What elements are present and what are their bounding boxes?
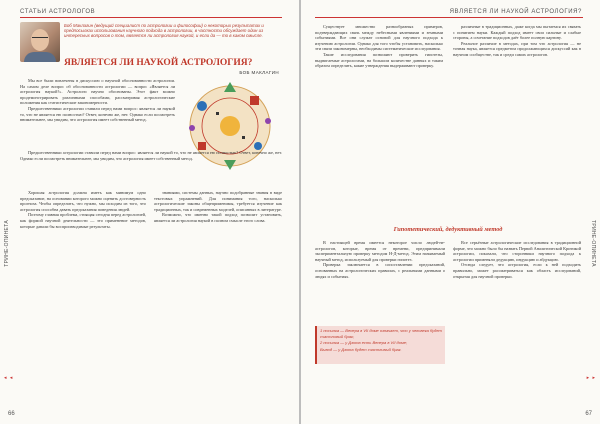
body-column-3 bbox=[315, 240, 445, 279]
article-author: БОБ МАКЛАГИН bbox=[239, 70, 279, 75]
paragraph: Предшественники астрологии ставили перед нами вопрос: является ли наукой то, что не является ею полностью? Ответ, конечно же, нет. Однако если посмотреть внимательнее, мы увидим, что астрология имеет собственный метод. bbox=[20, 105, 175, 123]
left-page bbox=[0, 0, 299, 424]
nav-arrows: ◂ ◂ bbox=[4, 375, 14, 381]
body-column-4 bbox=[453, 240, 581, 279]
paragraph: Предшественники астрологии ставили перед нами вопрос: является ли наукой то, что не является ею полностью? Ответ, конечно же, нет. Однако если посмотреть внимательнее, мы увидим, что астрология имеет собственный метод. bbox=[20, 150, 282, 161]
paragraph: Существует множество разнообразных примеров, подтверждающих связь между небесными явлениями и земными событиями. Все они служат основой для научного подхода к изучению астрологии. Однако для того чтобы установить, насколько эти связи закономерны, необходимы систематические исследования. bbox=[315, 24, 443, 52]
body-column-1 bbox=[315, 24, 443, 69]
paragraph: В настоящей время имеется некоторое число людей-не-астрологов, которые, время от времени, предпринимали экспериментальную проверку методом Н-Д-метод. Этим называемый научный метод, используемый для проверки гипотез. bbox=[315, 240, 445, 262]
section-subheading: Гипотетический, дедуктивный метод bbox=[393, 226, 503, 233]
nav-arrows: ▸ ▸ bbox=[586, 375, 596, 381]
paragraph: Поэтому главная проблема, стоящая сегодня перед астрологией, как формой научной деятельности — это применение методов, которые давали бы воспроизводимые результаты. bbox=[20, 212, 146, 229]
body-column-wide bbox=[20, 150, 282, 161]
running-head: ЯВЛЯЕТСЯ ЛИ НАУКОЙ АСТРОЛОГИЯ? bbox=[449, 9, 582, 15]
paragraph: Отсюда следует, что астрология, если к ней подходить правильно, может рассматриваться как область исследований, открытая для научной проверки. bbox=[453, 262, 581, 279]
author-photo bbox=[20, 22, 60, 62]
running-head: СТАТЬИ АСТРОЛОГОВ bbox=[20, 9, 96, 15]
paragraph: Возможно, что именно такой подход позволит установить, является ли астрология наукой в полном смысле этого слова. bbox=[154, 212, 282, 223]
page-number: 66 bbox=[8, 411, 15, 417]
syllogism-premise-1: 1 посылка — Венера в VII доме означает, что у человека будет счастливый брак; bbox=[320, 328, 442, 339]
paragraph: Такие исследования позволяют проверить гипотезы, выдвигаемые астрологами, на большом количестве данных и таким образом определить, какие утверждения выдерживают проверку. bbox=[315, 51, 443, 69]
page-number: 67 bbox=[585, 411, 592, 417]
paragraph: Хорошая астрология должна иметь как минимум одно предсказание, на основании которого можно оценить достоверность прогноза. Чтобы определить, что нужно, мы исходим из того, что астрология способна давать предсказания поведения людей. bbox=[20, 190, 146, 212]
body-column-2 bbox=[20, 190, 146, 229]
header-rule bbox=[20, 17, 282, 18]
syllogism-box bbox=[315, 326, 445, 364]
body-column-1 bbox=[20, 78, 175, 123]
sidebar-magazine-name: ТРИНЕ-ОПИНЕТА bbox=[4, 220, 10, 267]
syllogism-premise-2: 2 посылка — у Джона есть Венера в VII доме; bbox=[320, 340, 408, 345]
paragraph: Мы все были вовлечены в дискуссию о научной обоснованности астрологии. На самом деле вопрос об обоснованности астрологии — вопрос «Является ли астрология наукой?». Астрологи научно обоснованы. Этот факт можно продемонстрировать различными способами, рассматривая астрологические положения как статистические закономерности. bbox=[20, 78, 175, 106]
article-title: ЯВЛЯЕТСЯ ЛИ НАУКОЙ АСТРОЛОГИЯ? bbox=[64, 58, 253, 68]
syllogism-conclusion: Вывод — у Джона будет счастливый брак. bbox=[320, 346, 402, 352]
body-column-3 bbox=[154, 190, 282, 224]
sidebar-magazine-name: ТРИНЕ-ОПИНЕТА bbox=[590, 220, 596, 267]
paragraph: знаниями, системы данных, научно подобранные знания в виде текстовых упражнений. Для понимания того, насколько астрологические законы общеприменимы, требуется изучение как традиционных, так и современных моделей, описанных в литературе. bbox=[154, 190, 282, 212]
article-intro: Боб Маклагин (ведущий специалист по астрологии и философии) о некоторых результатах и предпосылках использования научного подхода в астрологии, в частности обсуждает один из интересных вопросов о том, является ли астрология наукой, и если да — то в каком смысле. bbox=[64, 23, 264, 39]
paragraph: различные в традиционных, даже когда мы пытаемся их связать с понятием науки. Каждый подход имеет свои сильные и слабые стороны, а сочетание подходов даёт более полную картину. bbox=[453, 24, 581, 41]
paragraph: Реальное различие в методах, при том что астрология — не точная наука, является предметом продолжающихся дискуссий как в научном сообществе, так и среди самих астрологов. bbox=[453, 40, 581, 57]
right-page bbox=[301, 0, 600, 424]
paragraph: Проверка заключается в сопоставлении предсказаний, основанных на астрологических правилах, с реальными данными о людях и событиях. bbox=[315, 262, 445, 279]
body-column-2 bbox=[453, 24, 581, 58]
header-rule bbox=[315, 17, 583, 18]
paragraph: Все серьёзные астрологические исследования в традиционной форме, что можно было бы назвать Первой Аналитической Критикой астрологии, показали, что сторонники научного подхода к астрологии применяли дедукцию, индукцию и абдукцию. bbox=[453, 240, 581, 262]
